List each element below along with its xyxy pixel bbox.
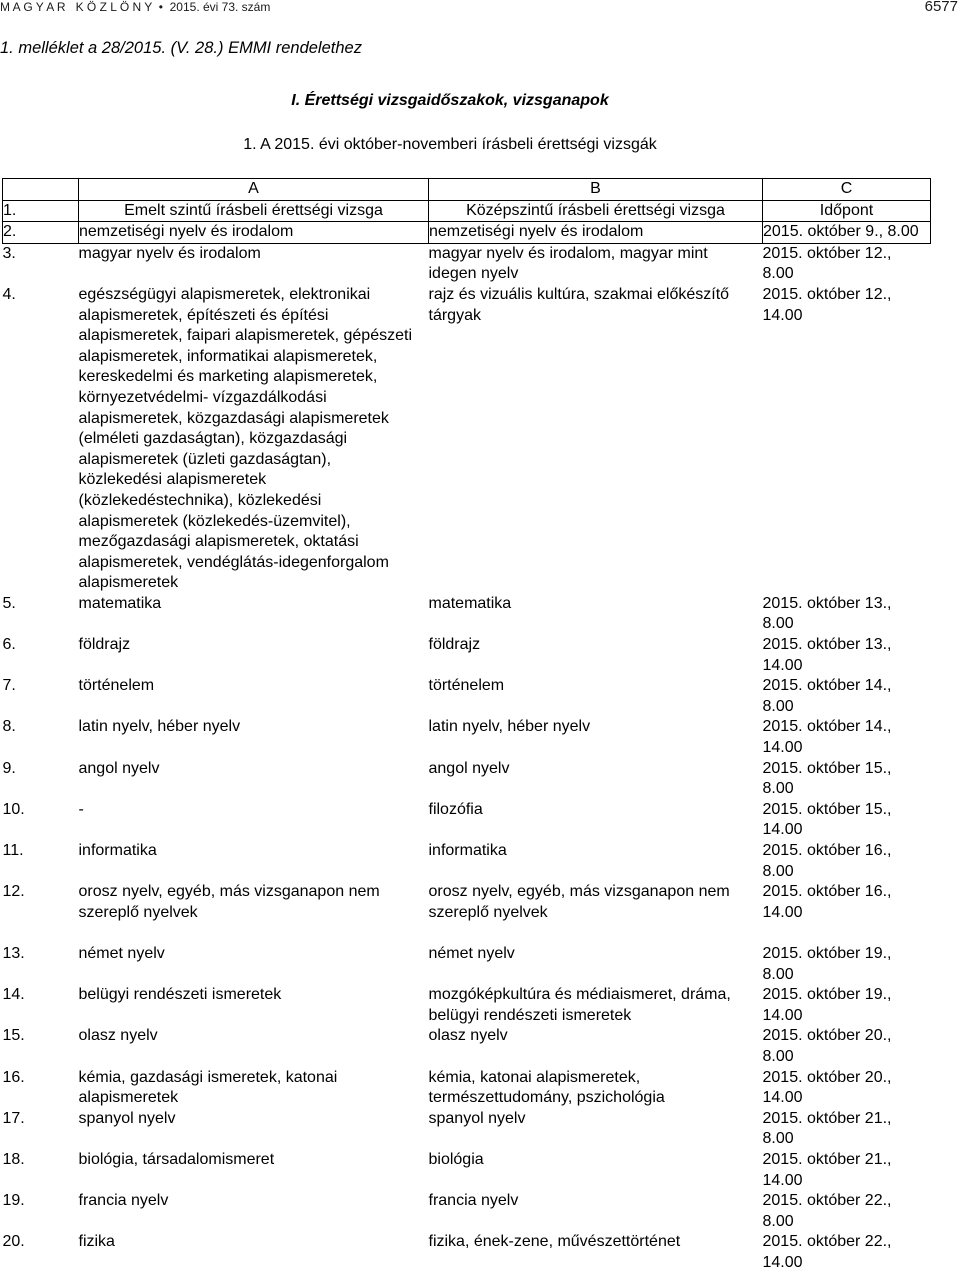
- row-number: 10.: [2, 800, 25, 818]
- intermediate-level-subject: francia nyelv: [428, 1192, 519, 1210]
- row-number: 7.: [2, 677, 16, 695]
- advanced-level-subject: magyar nyelv és irodalom: [78, 244, 261, 262]
- table-row: [3, 594, 931, 635]
- advanced-level-subject: biológia, társadalomismeret: [78, 1150, 275, 1168]
- table-row: [3, 1150, 931, 1191]
- exam-date-time: 2015. október 22., 14.00: [762, 1233, 892, 1271]
- intermediate-level-subject: orosz nyelv, egyéb, más vizsganapon nem szereplő nyelvek: [428, 883, 730, 921]
- intermediate-level-subject: spanyol nyelv: [428, 1109, 526, 1127]
- advanced-level-subject: informatika: [78, 842, 157, 859]
- exam-date-time: 2015. október 21., 14.00: [762, 1150, 892, 1189]
- subsection-title: 1. A 2015. évi október-novemberi írásbeli érettségi vizsgák: [243, 136, 657, 153]
- advanced-level-subject: nemzetiségi nyelv és irodalom: [79, 222, 429, 244]
- advanced-level-subject: történelem: [78, 677, 155, 695]
- advanced-level-subject: francia nyelv: [78, 1192, 169, 1210]
- intermediate-level-subject: biológia: [428, 1150, 484, 1168]
- exam-date-time: 2015. október 14., 14.00: [762, 718, 892, 757]
- advanced-level-subject: fizika: [78, 1233, 115, 1251]
- exam-schedule-table: [2, 178, 931, 1273]
- row-number: 18.: [2, 1150, 25, 1168]
- intermediate-level-subject: földrajz: [428, 636, 481, 654]
- table-row: [3, 800, 931, 841]
- advanced-level-subject: belügyi rendészeti ismeretek: [78, 986, 282, 1004]
- intermediate-level-subject: nemzetiségi nyelv és irodalom: [429, 222, 763, 244]
- exam-date-time: 2015. október 12., 14.00: [762, 285, 892, 324]
- row-number: 1.: [3, 200, 79, 222]
- row-number: 5.: [2, 594, 16, 612]
- advanced-level-subject: spanyol nyelv: [78, 1109, 176, 1127]
- row-number: 13.: [2, 944, 25, 962]
- exam-date-time: 2015. október 19., 14.00: [762, 986, 892, 1024]
- intermediate-level-subject: magyar nyelv és irodalom, magyar mint idegen nyelv: [428, 244, 708, 283]
- advanced-level-subject: angol nyelv: [78, 759, 160, 777]
- row-number: 12.: [2, 883, 25, 901]
- intermediate-level-subject: mozgóképkultúra és médiaismeret, dráma, belügyi rendészeti ismeretek: [428, 986, 731, 1024]
- row-number: 14.: [2, 986, 25, 1004]
- advanced-level-subject: latin nyelv, héber nyelv: [78, 718, 241, 736]
- exam-date-time: 2015. október 19., 8.00: [762, 944, 892, 983]
- intermediate-level-subject: kémia, katonai alapismeretek, természettudomány, pszichológia: [428, 1068, 665, 1107]
- table-row: [3, 1232, 931, 1273]
- advanced-level-subject: német nyelv: [78, 944, 165, 962]
- row-number: 9.: [2, 759, 16, 777]
- exam-date-time: 2015. október 15., 8.00: [762, 759, 892, 798]
- exam-date-time: 2015. október 20., 14.00: [762, 1068, 892, 1107]
- row-number: 15.: [2, 1027, 25, 1045]
- column-letter-c: C: [763, 179, 931, 201]
- row-number: 11.: [2, 842, 24, 859]
- row-number: 3.: [2, 244, 16, 262]
- intermediate-level-subject: rajz és vizuális kultúra, szakmai előkészítő tárgyak: [428, 285, 730, 324]
- intermediate-level-subject: fizika, ének-zene, művészettörténet: [428, 1233, 681, 1251]
- column-letter-row: [3, 179, 931, 201]
- row-number: 2.: [3, 222, 79, 244]
- annex-title: 1. melléklet a 28/2015. (V. 28.) EMMI rendelethez: [0, 39, 362, 57]
- row-number: 8.: [2, 718, 16, 736]
- section-title: I. Érettségi vizsgaidőszakok, vizsganapok: [291, 92, 609, 109]
- intermediate-level-subject: latin nyelv, héber nyelv: [428, 718, 591, 736]
- table-row: [3, 285, 931, 594]
- table-row: [3, 985, 931, 1026]
- publication-name: M A G Y A R K Ö Z L Ö N Y: [0, 0, 153, 14]
- exam-date-time: 2015. október 16., 14.00: [762, 883, 892, 921]
- exam-date-time: 2015. október 16., 8.00: [762, 842, 892, 880]
- advanced-level-subject: egészségügyi alapismeretek, elektronikai alapismeretek, építészeti és építési alapismeretek, faipari alapismeretek, gépészeti alapismeretek, informatikai alapismeretek, kereskedelmi és marketing alapismeretek, környezetvédelmi- vízgazdálkodási alapismeretek, közgazdasági alapismeretek (elméleti gazdaságtan), közgazdasági alapismeretek (üzleti gazdaságtan), közlekedési alapismeretek (közlekedéstechnika), közlekedési alapismeretek (közlekedés-üzemvitel), mezőgazdasági alapismeretek, oktatási alapismeretek, vendéglátás-idegenforgalom alapismeretek: [78, 285, 412, 592]
- exam-date-time: 2015. október 13., 8.00: [762, 594, 892, 633]
- advanced-level-subject: földrajz: [78, 636, 131, 654]
- exam-date-time: 2015. október 20., 8.00: [762, 1027, 892, 1065]
- exam-date-time: 2015. október 21., 8.00: [762, 1109, 892, 1148]
- intermediate-level-subject: olasz nyelv: [428, 1027, 508, 1045]
- column-letter-blank: [3, 179, 79, 201]
- intermediate-level-subject: informatika: [428, 842, 507, 859]
- advanced-level-subject: matematika: [78, 594, 162, 612]
- table-row: [3, 717, 931, 758]
- exam-date-time: 2015. október 13., 14.00: [762, 636, 892, 674]
- header-advanced-level: Emelt szintű írásbeli érettségi vizsga: [79, 200, 429, 222]
- intermediate-level-subject: történelem: [428, 677, 505, 695]
- table-row: [3, 222, 931, 244]
- header-date-time: Időpont: [763, 200, 931, 222]
- table-row: [3, 1109, 931, 1150]
- column-letter-a: A: [79, 179, 429, 201]
- row-number: 6.: [2, 636, 16, 654]
- table-row: [3, 1068, 931, 1109]
- intermediate-level-subject: német nyelv: [428, 944, 515, 962]
- advanced-level-subject: kémia, gazdasági ismeretek, katonai alapismeretek: [78, 1068, 338, 1107]
- table-row: [3, 759, 931, 800]
- exam-date-time: 2015. október 9., 8.00: [763, 222, 931, 244]
- row-number: 4.: [2, 285, 16, 303]
- row-number: 19.: [2, 1192, 25, 1210]
- exam-date-time: 2015. október 22., 8.00: [762, 1192, 892, 1230]
- header-intermediate-level: Középszintű írásbeli érettségi vizsga: [429, 200, 763, 222]
- issue-number: 2015. évi 73. szám: [169, 0, 271, 14]
- exam-date-time: 2015. október 15., 14.00: [762, 800, 892, 839]
- intermediate-level-subject: angol nyelv: [428, 759, 510, 777]
- running-head: [0, 0, 270, 14]
- intermediate-level-subject: filozófia: [428, 800, 483, 818]
- table-row: [3, 944, 931, 985]
- table-row: [3, 1191, 931, 1232]
- advanced-level-subject: olasz nyelv: [78, 1027, 158, 1045]
- table-row: [3, 243, 931, 285]
- advanced-level-subject: -: [78, 800, 84, 818]
- row-number: 20.: [2, 1233, 25, 1251]
- exam-date-time: 2015. október 14., 8.00: [762, 677, 892, 715]
- table-row: [3, 841, 931, 882]
- table-row: [3, 1026, 931, 1067]
- header-separator: •: [158, 0, 163, 14]
- row-number: 17.: [2, 1109, 25, 1127]
- row-number: 16.: [2, 1068, 25, 1086]
- column-letter-b: B: [429, 179, 763, 201]
- page-number: 6577: [924, 0, 958, 15]
- intermediate-level-subject: matematika: [428, 594, 512, 612]
- table-row: [3, 635, 931, 676]
- table-row: [3, 882, 931, 944]
- table-row: [3, 676, 931, 717]
- column-header-row: [3, 200, 931, 222]
- exam-date-time: 2015. október 12., 8.00: [762, 244, 892, 283]
- advanced-level-subject: orosz nyelv, egyéb, más vizsganapon nem szereplő nyelvek: [78, 883, 380, 921]
